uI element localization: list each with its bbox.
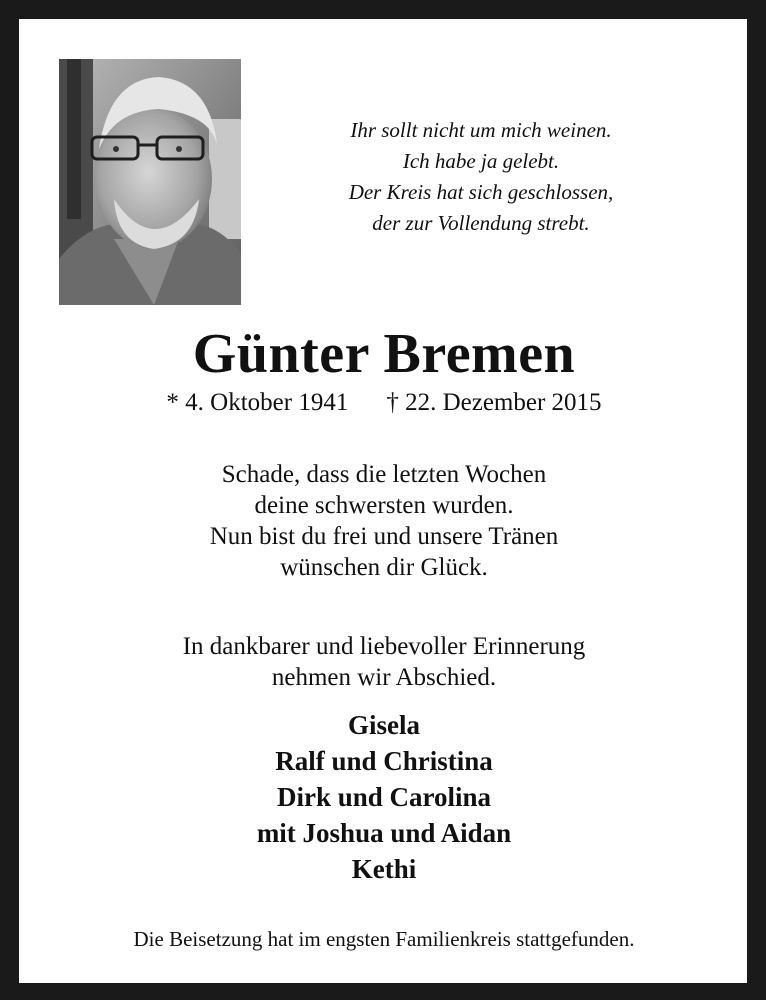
poem-line: Ich habe ja gelebt. bbox=[402, 149, 560, 173]
life-dates bbox=[19, 386, 749, 420]
verse-line: Schade, dass die letzten Wochen bbox=[221, 461, 547, 488]
poem-line: Der Kreis hat sich geschlossen, bbox=[348, 180, 614, 204]
verse-line: wünschen dir Glück. bbox=[280, 554, 488, 581]
obituary-notice bbox=[18, 18, 748, 984]
portrait-photo bbox=[59, 59, 241, 305]
family-member: Gisela bbox=[348, 710, 420, 740]
memorial-poem bbox=[281, 115, 681, 239]
condolence-verse bbox=[19, 459, 749, 583]
family-signatures bbox=[19, 707, 749, 887]
verse-line: deine schwersten wurden. bbox=[254, 492, 514, 519]
family-member: Dirk und Carolina bbox=[276, 782, 492, 812]
birth-date: * 4. Oktober 1941 bbox=[166, 389, 349, 416]
death-date: † 22. Dezember 2015 bbox=[386, 389, 602, 416]
farewell-text bbox=[19, 631, 749, 693]
family-member: mit Joshua und Aidan bbox=[256, 818, 512, 848]
poem-line: der zur Vollendung strebt. bbox=[372, 211, 590, 235]
farewell-line: In dankbarer und liebevoller Erinnerung bbox=[182, 633, 586, 660]
deceased-name: Günter Bremen bbox=[192, 323, 576, 385]
poem-line: Ihr sollt nicht um mich weinen. bbox=[350, 118, 612, 142]
family-member: Ralf und Christina bbox=[275, 746, 493, 776]
farewell-line: nehmen wir Abschied. bbox=[271, 664, 497, 691]
verse-line: Nun bist du frei und unsere Tränen bbox=[209, 523, 559, 550]
family-member: Kethi bbox=[351, 854, 417, 884]
burial-note: Die Beisetzung hat im engsten Familienkreis stattgefunden. bbox=[133, 927, 635, 951]
